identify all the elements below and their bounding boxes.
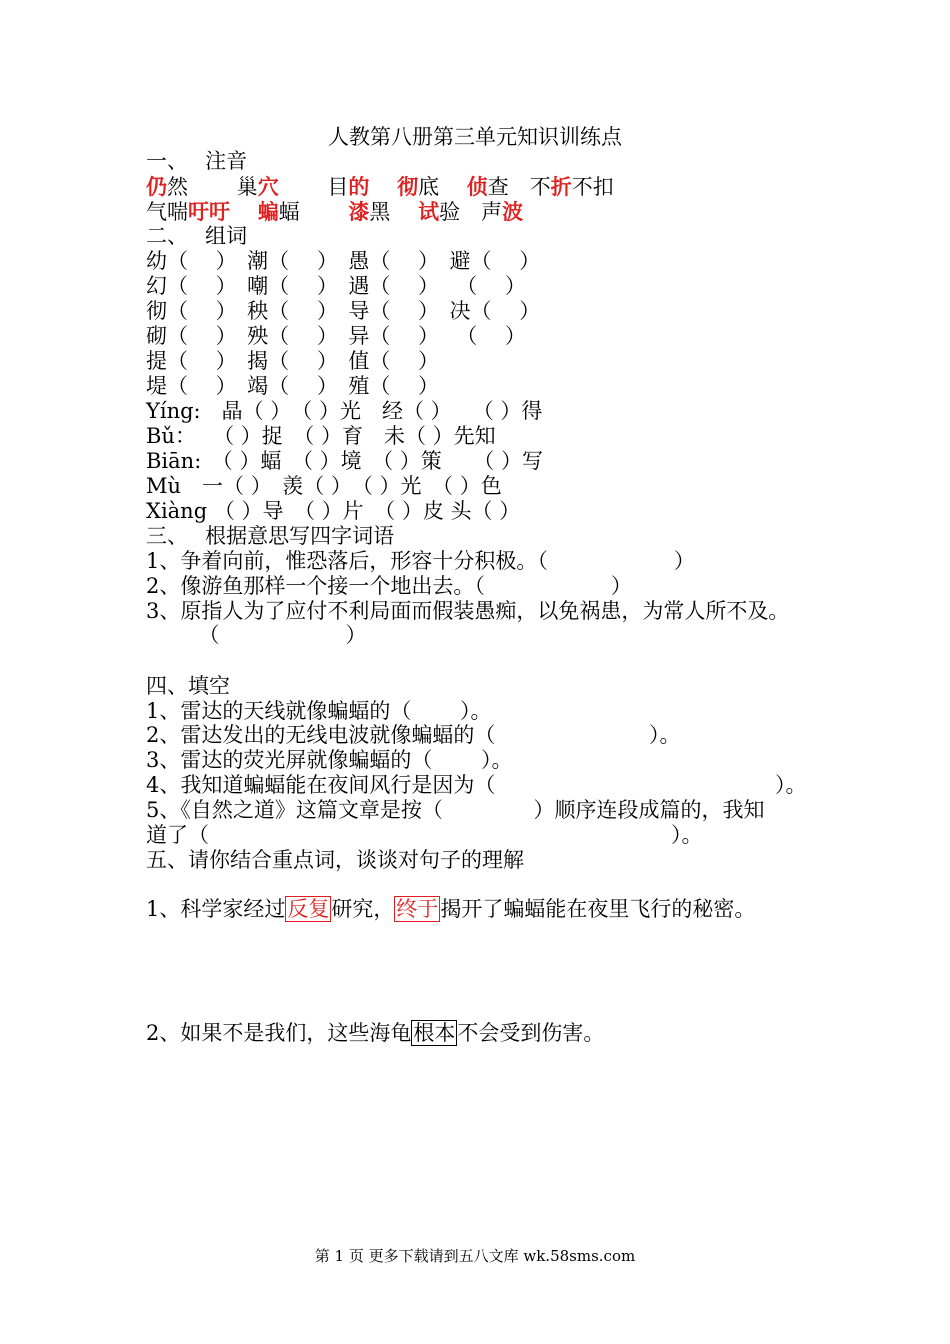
target-character: 仍	[146, 174, 167, 199]
target-character: 波	[502, 199, 524, 224]
context-text: 黑	[369, 200, 419, 224]
pinyin-row	[146, 199, 523, 225]
context-text: 目	[278, 175, 349, 199]
word-row: 幼（ ） 潮（ ） 愚（ ） 避（ ）	[146, 249, 541, 273]
sound-row: Xiàng （ ）导 （ ）片 （ ）皮 头（ ）	[146, 499, 521, 523]
question-1	[146, 872, 755, 922]
target-character: 吁吁	[188, 199, 230, 224]
idiom-row: 1、争着向前，惟恐落后，形容十分积极。（ ）	[146, 549, 695, 573]
word-row: 幻（ ） 嘲（ ） 遇（ ） （ ）	[146, 274, 526, 298]
target-character: 彻	[397, 174, 419, 199]
question-1-text-a: 1、科学家经过	[146, 897, 286, 921]
section-heading-idioms: 三、 根据意思写四字词语	[146, 524, 395, 548]
word-row: 堤（ ） 竭（ ） 殖（ ）	[146, 374, 440, 398]
section-heading-understanding: 五、请你结合重点词，谈谈对句子的理解	[146, 848, 524, 872]
context-text: 气喘	[146, 200, 188, 224]
keyword-box-fanfu: 反复	[287, 897, 330, 921]
target-character: 蝙	[257, 199, 279, 224]
fill-row: 5、《自然之道》这篇文章是按（ ）顺序连段成篇的，我知	[146, 798, 765, 822]
pinyin-row	[146, 174, 614, 200]
target-character: 试	[418, 199, 440, 224]
question-1-text-c: 揭开了蝙蝠能在夜里飞行的秘密。	[440, 897, 756, 921]
keyword-box-genben: 根本	[413, 1021, 456, 1045]
fill-row: 4、我知道蝙蝠能在夜间风行是因为（ ）。	[146, 773, 807, 797]
idiom-row: （ ）	[146, 623, 367, 647]
page-footer: 第 1 页 更多下载请到五八文库 wk.58sms.com	[314, 1247, 636, 1265]
context-text: 不扣	[571, 175, 614, 199]
section-heading-pinyin: 一、 注音	[146, 149, 248, 173]
context-text	[230, 200, 258, 224]
question-1-text-b: 研究，	[331, 897, 395, 921]
target-character: 的	[348, 174, 370, 199]
target-character: 折	[550, 174, 572, 199]
question-2	[146, 996, 604, 1046]
word-row: 提（ ） 揭（ ） 值（ ）	[146, 349, 440, 373]
fill-row: 3、雷达的荧光屏就像蝙蝠的（ ）。	[146, 748, 513, 772]
fill-row: 2、雷达发出的无线电波就像蝙蝠的（ ）。	[146, 723, 681, 747]
context-text: 然 巢	[167, 175, 258, 199]
fill-row: 1、雷达的天线就像蝙蝠的（ ）。	[146, 699, 492, 723]
sound-row: Mù 一（ ） 羡（ ） （ ）光 （ ）色	[146, 474, 502, 498]
word-row: 砌（ ） 殃（ ） 异（ ） （ ）	[146, 324, 526, 348]
context-text: 查 不	[487, 175, 551, 199]
context-text: 底	[418, 175, 467, 199]
context-text	[369, 175, 397, 199]
target-character: 侦	[466, 174, 488, 199]
keyword-box-zhongyu: 终于	[396, 897, 439, 921]
question-2-text-b: 不会受到伤害。	[457, 1021, 605, 1045]
target-character: 漆	[348, 199, 370, 224]
question-2-text-a: 2、如果不是我们，这些海龟	[146, 1021, 412, 1045]
context-text: 蝠	[278, 200, 349, 224]
sound-row: Yíng: 晶（ ） （ ）光 经（ ） （ ）得	[146, 399, 543, 423]
target-character: 穴	[257, 174, 279, 199]
section-heading-fill: 四、填空	[146, 674, 230, 698]
word-row: 彻（ ） 秧（ ） 导（ ） 决（ ）	[146, 299, 541, 323]
section-heading-words: 二、 组词	[146, 224, 248, 248]
sound-row: Bǔ： （ ）捉 （ ）育 未（ ）先知	[146, 424, 496, 448]
idiom-row: 2、像游鱼那样一个接一个地出去。（ ）	[146, 574, 632, 598]
sound-row: Biān: （ ）蝠 （ ）境 （ ）策 （ ）写	[146, 449, 543, 473]
page-title: 人教第八册第三单元知识训练点	[328, 125, 622, 149]
fill-row: 道了（ ）。	[146, 823, 703, 847]
context-text: 验 声	[439, 200, 503, 224]
idiom-row: 3、原指人为了应付不利局面而假装愚痴，以免祸患，为常人所不及。	[146, 599, 790, 623]
